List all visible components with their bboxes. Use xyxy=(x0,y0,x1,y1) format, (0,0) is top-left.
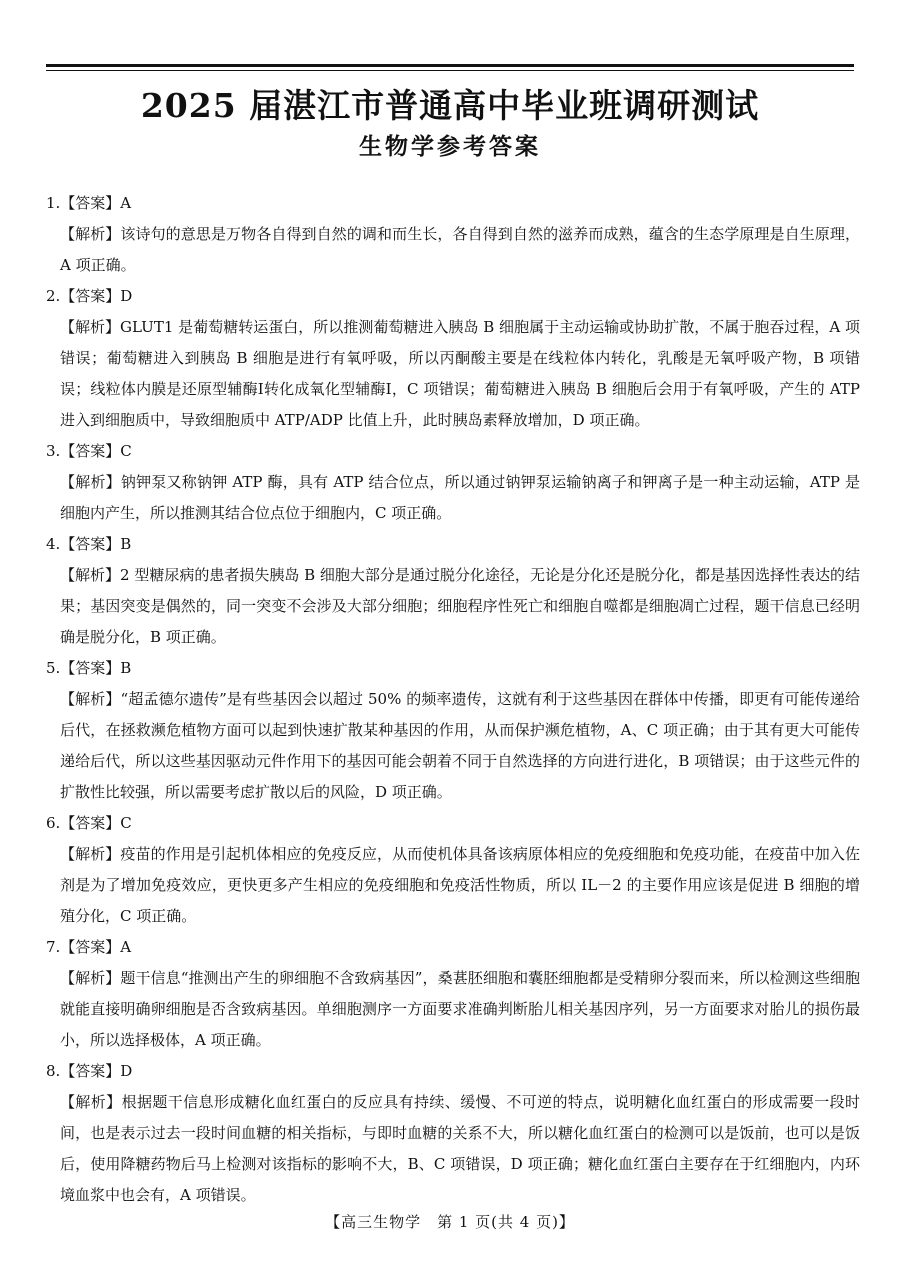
page-title: 2025 届湛江市普通高中毕业班调研测试 xyxy=(140,86,760,125)
explanation-text: 【解析】根据题干信息形成糖化血红蛋白的反应具有持续、缓慢、不可逆的特点，说明糖化血红蛋白的形成需要一段时间，也是表示过去一段时间血糖的相关指标，与即时血糖的关系不大，所以糖化血红蛋白的检测可以是饭前，也可以是饭后，使用降糖药物后马上检测对该指标的影响不大，B、C 项错误，D 项正确；糖化血红蛋白主要存在于红细胞内，内环境血浆中也会有，A 项错误。 xyxy=(60,1093,860,1204)
answer-line: 4.【答案】B xyxy=(46,535,132,553)
question-block xyxy=(46,808,860,932)
answer-line: 6.【答案】C xyxy=(46,814,132,832)
question-block xyxy=(46,1056,860,1211)
answer-line: 2.【答案】D xyxy=(46,287,133,305)
question-block xyxy=(46,653,860,808)
top-rule-thin xyxy=(46,70,854,71)
top-rule xyxy=(46,64,854,67)
explanation-text: 【解析】题干信息“推测出产生的卵细胞不含致病基因”，桑葚胚细胞和囊胚细胞都是受精卵分裂而来，所以检测这些细胞就能直接明确卵细胞是否含致病基因。单细胞测序一方面要求准确判断胎儿相关基因序列，另一方面要求对胎儿的损伤最小，所以选择极体，A 项正确。 xyxy=(60,969,860,1049)
answer-line: 3.【答案】C xyxy=(46,442,132,460)
answer-line: 8.【答案】D xyxy=(46,1062,133,1080)
explanation-text: 【解析】该诗句的意思是万物各自得到自然的调和而生长，各自得到自然的滋养而成熟，蕴含的生态学原理是自生原理，A 项正确。 xyxy=(60,225,860,274)
answer-line: 5.【答案】B xyxy=(46,659,132,677)
explanation-text: 【解析】2 型糖尿病的患者损失胰岛 B 细胞大部分是通过脱分化途径，无论是分化还是脱分化，都是基因选择性表达的结果；基因突变是偶然的，同一突变不会涉及大部分细胞；细胞程序性死亡和细胞自噬都是细胞凋亡过程，题干信息已经明确是脱分化，B 项正确。 xyxy=(60,566,860,646)
answer-line: 1.【答案】A xyxy=(46,194,132,212)
question-block xyxy=(46,281,860,436)
page-subtitle: 生物学参考答案 xyxy=(359,134,541,160)
explanation-text: 【解析】GLUT1 是葡萄糖转运蛋白，所以推测葡萄糖进入胰岛 B 细胞属于主动运输或协助扩散，不属于胞吞过程，A 项错误；葡萄糖进入到胰岛 B 细胞是进行有氧呼吸，所以丙酮酸主要是在线粒体内转化，乳酸是无氧呼吸产物，B 项错误；线粒体内膜是还原型辅酶Ⅰ转化成氧化型辅酶Ⅰ，C 项错误；葡萄糖进入胰岛 B 细胞后会用于有氧呼吸，产生的 ATP 进入到细胞质中，导致细胞质中 ATP/ADP 比值上升，此时胰岛素释放增加，D 项正确。 xyxy=(60,318,860,429)
explanation-text: 【解析】钠钾泵又称钠钾 ATP 酶，具有 ATP 结合位点，所以通过钠钾泵运输钠离子和钾离子是一种主动运输，ATP 是细胞内产生，所以推测其结合位点位于细胞内，C 项正确。 xyxy=(60,473,860,522)
question-block xyxy=(46,932,860,1056)
question-block xyxy=(46,436,860,529)
question-block xyxy=(46,188,860,281)
question-block xyxy=(46,529,860,653)
answer-line: 7.【答案】A xyxy=(46,938,132,956)
explanation-text: 【解析】疫苗的作用是引起机体相应的免疫反应，从而使机体具备该病原体相应的免疫细胞和免疫功能，在疫苗中加入佐剂是为了增加免疫效应，更快更多产生相应的免疫细胞和免疫活性物质，所以 IL－2 的主要作用应该是促进 B 细胞的增殖分化，C 项正确。 xyxy=(60,845,860,925)
answer-list xyxy=(46,188,860,1211)
explanation-text: 【解析】“超孟德尔遗传”是有些基因会以超过 50% 的频率遗传，这就有利于这些基因在群体中传播，即更有可能传递给后代，在拯救濒危植物方面可以起到快速扩散某种基因的作用，从而保护濒危植物，A、C 项正确；由于其有更大可能传递给后代，所以这些基因驱动元件作用下的基因可能会朝着不同于自然选择的方向进行进化，B 项错误；由于这些元件的扩散性比较强，所以需要考虑扩散以后的风险，D 项正确。 xyxy=(60,690,860,801)
page-footer: 【高三生物学 第 1 页(共 4 页)】 xyxy=(325,1213,575,1231)
